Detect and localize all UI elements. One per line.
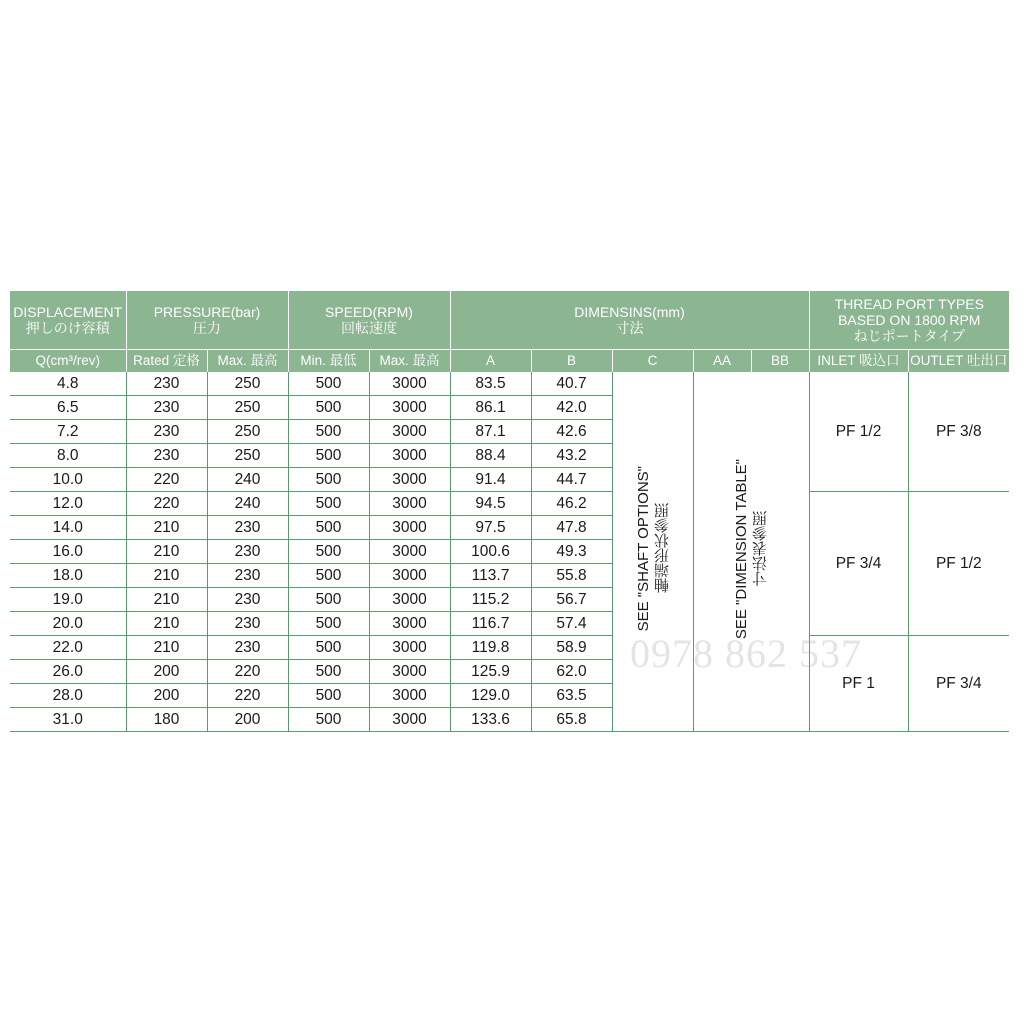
cell-dim-b: 62.0 <box>531 660 612 684</box>
cell-max-speed: 3000 <box>369 492 450 516</box>
table-row <box>10 636 1009 660</box>
cell-rated-pressure: 180 <box>126 708 207 732</box>
cell-max-speed: 3000 <box>369 372 450 396</box>
cell-dim-b: 42.0 <box>531 396 612 420</box>
cell-max-speed: 3000 <box>369 564 450 588</box>
subheader-outlet: OUTLET 吐出口 <box>908 350 1009 373</box>
cell-displacement: 14.0 <box>10 516 126 540</box>
cell-dim-b: 55.8 <box>531 564 612 588</box>
cell-min-speed: 500 <box>288 612 369 636</box>
cell-dim-a: 119.8 <box>450 636 531 660</box>
cell-dim-b: 42.6 <box>531 420 612 444</box>
cell-max-pressure: 250 <box>207 444 288 468</box>
inlet-port-cell: PF 1/2 <box>809 372 908 492</box>
cell-dim-a: 133.6 <box>450 708 531 732</box>
header-pressure: PRESSURE(bar) 圧力 <box>126 291 288 350</box>
cell-dim-a: 129.0 <box>450 684 531 708</box>
cell-rated-pressure: 210 <box>126 516 207 540</box>
cell-dim-b: 65.8 <box>531 708 612 732</box>
cell-dim-b: 49.3 <box>531 540 612 564</box>
cell-dim-a: 116.7 <box>450 612 531 636</box>
cell-dim-b: 63.5 <box>531 684 612 708</box>
subheader-max-pressure: Max. 最高 <box>207 350 288 373</box>
cell-min-speed: 500 <box>288 444 369 468</box>
cell-displacement: 31.0 <box>10 708 126 732</box>
cell-rated-pressure: 200 <box>126 660 207 684</box>
cell-max-pressure: 230 <box>207 516 288 540</box>
cell-min-speed: 500 <box>288 636 369 660</box>
cell-rated-pressure: 230 <box>126 420 207 444</box>
cell-min-speed: 500 <box>288 684 369 708</box>
outlet-port-cell: PF 1/2 <box>908 492 1009 636</box>
cell-dim-b: 58.9 <box>531 636 612 660</box>
cell-max-pressure: 230 <box>207 540 288 564</box>
table-row <box>10 372 1009 396</box>
cell-max-speed: 3000 <box>369 612 450 636</box>
outlet-port-cell: PF 3/8 <box>908 372 1009 492</box>
cell-max-pressure: 230 <box>207 636 288 660</box>
subheader-b: B <box>531 350 612 373</box>
header-thread-port-types: THREAD PORT TYPES BASED ON 1800 RPM ねじポートタイプ <box>809 291 1009 350</box>
cell-max-pressure: 250 <box>207 396 288 420</box>
cell-displacement: 20.0 <box>10 612 126 636</box>
cell-displacement: 19.0 <box>10 588 126 612</box>
cell-max-speed: 3000 <box>369 708 450 732</box>
cell-min-speed: 500 <box>288 396 369 420</box>
cell-max-speed: 3000 <box>369 468 450 492</box>
cell-rated-pressure: 210 <box>126 588 207 612</box>
cell-min-speed: 500 <box>288 420 369 444</box>
cell-dim-b: 57.4 <box>531 612 612 636</box>
phone-watermark: 0978 862 537 <box>630 631 862 676</box>
cell-dim-a: 125.9 <box>450 660 531 684</box>
cell-rated-pressure: 220 <box>126 492 207 516</box>
shaft-options-note: SEE "SHAFT OPTIONS" 軸端形状参照 <box>612 372 693 732</box>
header-speed: SPEED(RPM) 回転速度 <box>288 291 450 350</box>
cell-dim-b: 46.2 <box>531 492 612 516</box>
cell-max-speed: 3000 <box>369 540 450 564</box>
cell-dim-a: 100.6 <box>450 540 531 564</box>
cell-max-pressure: 240 <box>207 468 288 492</box>
cell-max-speed: 3000 <box>369 636 450 660</box>
cell-displacement: 6.5 <box>10 396 126 420</box>
cell-max-pressure: 230 <box>207 564 288 588</box>
cell-rated-pressure: 210 <box>126 636 207 660</box>
cell-min-speed: 500 <box>288 660 369 684</box>
cell-max-speed: 3000 <box>369 444 450 468</box>
cell-max-pressure: 230 <box>207 588 288 612</box>
subheader-bb: BB <box>751 350 809 373</box>
cell-max-pressure: 220 <box>207 684 288 708</box>
cell-dim-a: 87.1 <box>450 420 531 444</box>
subheader-rated: Rated 定格 <box>126 350 207 373</box>
cell-dim-b: 44.7 <box>531 468 612 492</box>
header-dimensions: DIMENSINS(mm) 寸法 <box>450 291 809 350</box>
cell-min-speed: 500 <box>288 708 369 732</box>
pump-spec-table <box>10 291 1009 732</box>
cell-max-pressure: 250 <box>207 372 288 396</box>
cell-rated-pressure: 230 <box>126 396 207 420</box>
cell-max-speed: 3000 <box>369 420 450 444</box>
cell-rated-pressure: 210 <box>126 540 207 564</box>
cell-rated-pressure: 200 <box>126 684 207 708</box>
cell-displacement: 10.0 <box>10 468 126 492</box>
cell-dim-a: 94.5 <box>450 492 531 516</box>
cell-dim-a: 86.1 <box>450 396 531 420</box>
cell-max-speed: 3000 <box>369 588 450 612</box>
subheader-q: Q(cm³/rev) <box>10 350 126 373</box>
subheader-min-speed: Min. 最低 <box>288 350 369 373</box>
dimension-table-note: SEE "DIMENSION TABLE" 寸法表参照 <box>693 372 809 732</box>
cell-min-speed: 500 <box>288 540 369 564</box>
cell-min-speed: 500 <box>288 516 369 540</box>
cell-min-speed: 500 <box>288 588 369 612</box>
cell-rated-pressure: 210 <box>126 612 207 636</box>
subheader-c: C <box>612 350 693 373</box>
subheader-a: A <box>450 350 531 373</box>
cell-dim-b: 56.7 <box>531 588 612 612</box>
cell-dim-a: 91.4 <box>450 468 531 492</box>
outlet-port-cell: PF 3/4 <box>908 636 1009 732</box>
table-body <box>10 372 1009 732</box>
cell-max-speed: 3000 <box>369 396 450 420</box>
cell-min-speed: 500 <box>288 564 369 588</box>
cell-max-pressure: 230 <box>207 612 288 636</box>
inlet-port-cell: PF 1 <box>809 636 908 732</box>
cell-dim-a: 83.5 <box>450 372 531 396</box>
cell-dim-b: 40.7 <box>531 372 612 396</box>
cell-dim-a: 115.2 <box>450 588 531 612</box>
cell-rated-pressure: 230 <box>126 372 207 396</box>
cell-max-pressure: 240 <box>207 492 288 516</box>
subheader-max-speed: Max. 最高 <box>369 350 450 373</box>
cell-min-speed: 500 <box>288 468 369 492</box>
cell-rated-pressure: 210 <box>126 564 207 588</box>
inlet-port-cell: PF 3/4 <box>809 492 908 636</box>
subheader-aa: AA <box>693 350 751 373</box>
cell-displacement: 4.8 <box>10 372 126 396</box>
cell-max-speed: 3000 <box>369 684 450 708</box>
cell-displacement: 7.2 <box>10 420 126 444</box>
cell-rated-pressure: 230 <box>126 444 207 468</box>
cell-max-pressure: 200 <box>207 708 288 732</box>
cell-displacement: 22.0 <box>10 636 126 660</box>
header-displacement: DISPLACEMENT 押しのけ容積 <box>10 291 126 350</box>
cell-max-pressure: 220 <box>207 660 288 684</box>
cell-max-speed: 3000 <box>369 660 450 684</box>
cell-displacement: 28.0 <box>10 684 126 708</box>
cell-dim-a: 88.4 <box>450 444 531 468</box>
cell-max-pressure: 250 <box>207 420 288 444</box>
cell-rated-pressure: 220 <box>126 468 207 492</box>
cell-displacement: 16.0 <box>10 540 126 564</box>
cell-dim-a: 97.5 <box>450 516 531 540</box>
cell-min-speed: 500 <box>288 492 369 516</box>
cell-displacement: 12.0 <box>10 492 126 516</box>
cell-displacement: 8.0 <box>10 444 126 468</box>
cell-dim-a: 113.7 <box>450 564 531 588</box>
subheader-inlet: INLET 吸込口 <box>809 350 908 373</box>
cell-min-speed: 500 <box>288 372 369 396</box>
cell-displacement: 18.0 <box>10 564 126 588</box>
cell-dim-b: 47.8 <box>531 516 612 540</box>
cell-displacement: 26.0 <box>10 660 126 684</box>
cell-dim-b: 43.2 <box>531 444 612 468</box>
table-row <box>10 492 1009 516</box>
cell-max-speed: 3000 <box>369 516 450 540</box>
